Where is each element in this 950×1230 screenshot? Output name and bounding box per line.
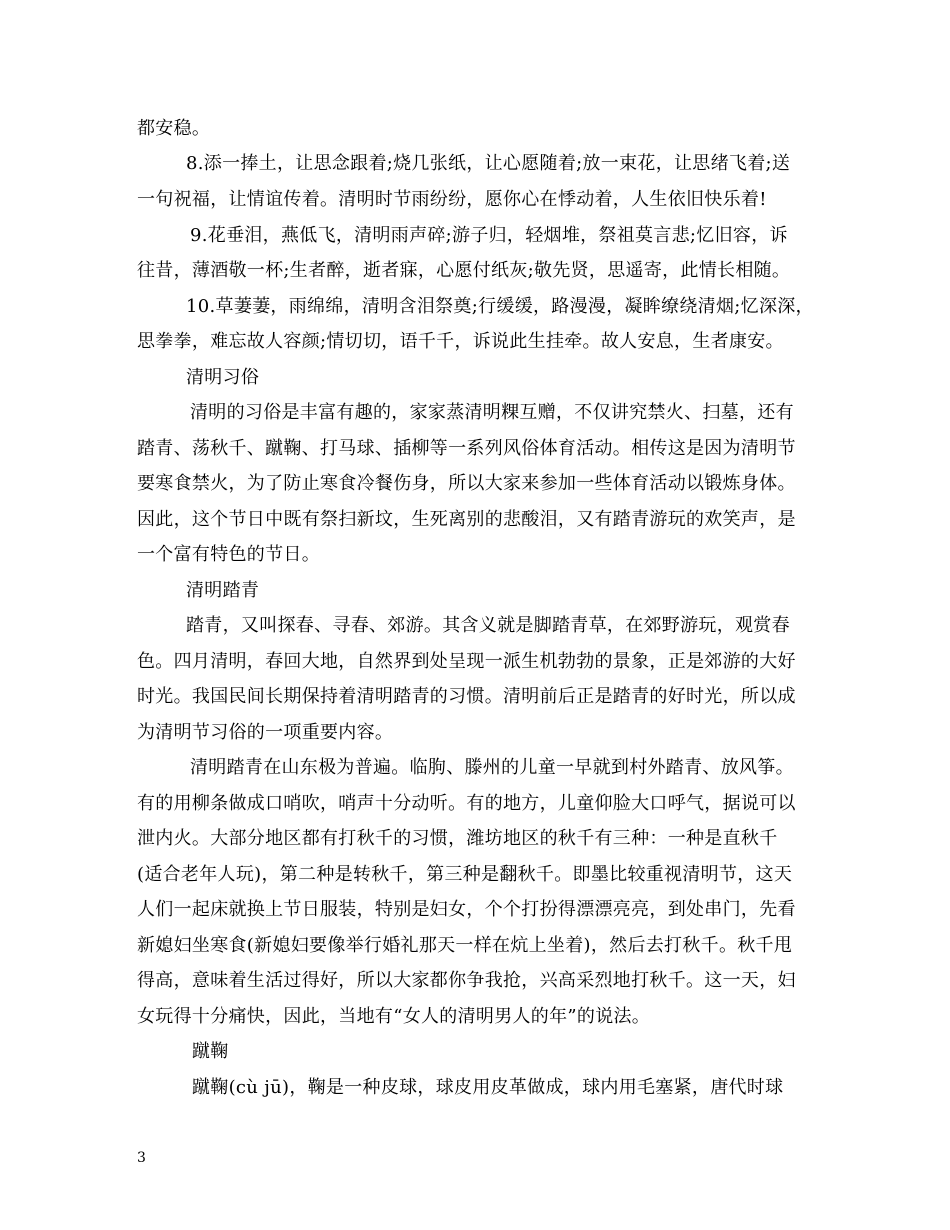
text-line: 8.添一捧土，让思念跟着;烧几张纸，让心愿随着;放一束花，让思绪飞着;送	[186, 153, 791, 174]
section-heading: 清明踏青	[186, 580, 260, 601]
text-line: (适合老年人玩)，第二种是转秋千，第三种是翻秋千。即墨比较重视清明节，这天	[137, 864, 793, 885]
text-line: 因此，这个节日中既有祭扫新坟，生死离别的悲酸泪，又有踏青游玩的欢笑声，是	[137, 509, 796, 530]
section-heading: 清明习俗	[186, 367, 260, 388]
text-line: 往昔，薄酒敬一杯;生者醉，逝者寐，心愿付纸灰;敬先贤，思遥寄，此情长相随。	[137, 260, 791, 281]
text-line: 有的用柳条做成口哨吹，哨声十分动听。有的地方，儿童仰脸大口呼气，据说可以	[137, 793, 796, 814]
section-heading: 蹴鞠	[192, 1041, 229, 1062]
text-line: 一个富有特色的节日。	[137, 544, 320, 565]
text-line: 要寒食禁火，为了防止寒食冷餐伤身，所以大家来参加一些体育活动以锻炼身体。	[137, 473, 796, 494]
text-line: 人们一起床就换上节日服装，特别是妇女，个个打扮得漂漂亮亮，到处串门，先看	[137, 899, 796, 920]
text-line: 为清明节习俗的一项重要内容。	[137, 722, 394, 743]
text-line: 时光。我国民间长期保持着清明踏青的习惯。清明前后正是踏青的好时光，所以成	[137, 686, 796, 707]
text-line: 蹴鞠(cù jū)，鞠是一种皮球，球皮用皮革做成，球内用毛塞紧，唐代时球	[192, 1077, 784, 1098]
text-line: 踏青、荡秋千、蹴鞠、打马球、插柳等一系列风俗体育活动。相传这是因为清明节	[137, 438, 796, 459]
text-line: 新媳妇坐寒食(新媳妇要像举行婚礼那天一样在炕上坐着)，然后去打秋千。秋千甩	[137, 935, 793, 956]
text-line: 女玩得十分痛快，因此，当地有“女人的清明男人的年”的说法。	[137, 1006, 651, 1027]
text-line: 踏青，又叫探春、寻春、郊游。其含义就是脚踏青草，在郊野游玩，观赏春	[186, 615, 790, 636]
text-line: 得高，意味着生活过得好，所以大家都你争我抢，兴高采烈地打秋千。这一天，妇	[137, 970, 796, 991]
page-number: 3	[137, 1150, 146, 1166]
text-line: 思拳拳，难忘故人容颜;情切切，语千千，诉说此生挂牵。故人安息，生者康安。	[137, 331, 784, 352]
text-line: 泄内火。大部分地区都有打秋千的习惯，潍坊地区的秋千有三种：一种是直秋千	[137, 828, 778, 849]
text-line: 清明的习俗是丰富有趣的，家家蒸清明粿互赠，不仅讲究禁火、扫墓，还有	[190, 402, 794, 423]
text-line: 色。四月清明，春回大地，自然界到处呈现一派生机勃勃的景象，正是郊游的大好	[137, 651, 796, 672]
text-line: 都安稳。	[137, 118, 211, 139]
text-line: 10.草萋萋，雨绵绵，清明含泪祭奠;行缓缓，路漫漫，凝眸缭绕清烟;忆深深，	[186, 296, 814, 317]
text-line: 清明踏青在山东极为普遍。临朐、滕州的儿童一早就到村外踏青、放风筝。	[190, 757, 794, 778]
text-line: 一句祝福，让情谊传着。清明时节雨纷纷，愿你心在悸动着，人生依旧快乐着!	[137, 189, 767, 210]
text-line: 9.花垂泪，燕低飞，清明雨声碎;游子归，轻烟堆，祭祖莫言悲;忆旧容，诉	[190, 225, 788, 246]
